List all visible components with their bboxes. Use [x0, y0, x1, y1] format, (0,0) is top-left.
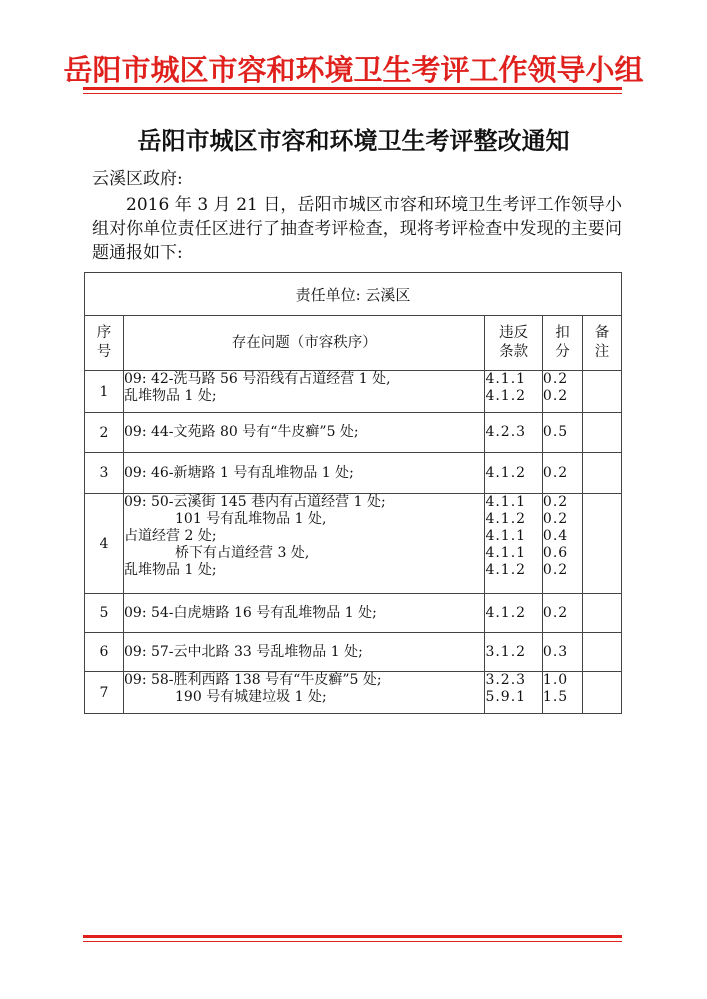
deduction-value: 0.2: [542, 511, 569, 527]
header-code-line2: 条款: [499, 344, 529, 360]
salutation: 云溪区政府:: [92, 169, 183, 189]
code-value: 4.1.1: [485, 528, 527, 544]
deduction-value: 1.0: [542, 672, 569, 688]
issue-line: 09: 58-胜利西路 138 号有“牛皮癣”5 处;: [124, 672, 382, 688]
header-note-line1: 备: [594, 325, 610, 341]
header-issue: 存在问题（市容秩序）: [124, 316, 485, 371]
deduction-value: 0.2: [542, 371, 569, 387]
row-deductions: [542, 633, 582, 672]
row-codes: [485, 371, 542, 413]
footer-rule-thick: [83, 935, 622, 938]
row-issue: [124, 413, 485, 453]
row-no: 5: [85, 594, 124, 633]
row-note: [582, 453, 621, 494]
code-value: 4.1.1: [485, 371, 527, 387]
header-no-line2: 号: [96, 344, 112, 360]
table-header-row: [85, 316, 622, 371]
row-issue: [124, 633, 485, 672]
deduction-value: 0.5: [542, 424, 569, 440]
document-title: 岳阳市城区市容和环境卫生考评整改通知: [137, 126, 570, 155]
row-no: 2: [85, 413, 124, 453]
unit-row: [85, 273, 622, 316]
row-deductions: [542, 494, 582, 594]
issue-line: 乱堆物品 1 处;: [124, 388, 217, 404]
deduction-value: 0.2: [542, 562, 569, 578]
issue-line: 09: 42-洗马路 56 号沿线有占道经营 1 处,: [124, 371, 391, 387]
deduction-value: 0.2: [542, 604, 569, 621]
letterhead-rule-thin: [83, 93, 622, 94]
header-deduction: [542, 316, 582, 371]
issue-line: 桥下有占道经营 3 处,: [175, 545, 310, 561]
row-issue: [124, 594, 485, 633]
header-no: [85, 316, 124, 371]
code-value: 4.1.2: [485, 388, 527, 404]
code-value: 4.1.2: [485, 604, 527, 621]
table-row: [85, 633, 622, 672]
issue-line: 101 号有乱堆物品 1 处,: [175, 511, 327, 527]
code-value: 3.1.2: [485, 643, 527, 660]
row-issue: [124, 494, 485, 594]
row-codes: [485, 594, 542, 633]
issues-table: [84, 272, 622, 714]
code-value: 4.1.2: [485, 464, 527, 481]
row-note: [582, 494, 621, 594]
code-value: 3.2.3: [485, 672, 527, 688]
issue-line: 09: 44-文苑路 80 号有“牛皮癣”5 处;: [124, 424, 359, 440]
row-codes: [485, 633, 542, 672]
row-no: 7: [85, 672, 124, 714]
row-codes: [485, 453, 542, 494]
header-code-line1: 违反: [499, 325, 529, 341]
row-deductions: [542, 371, 582, 413]
header-note-line2: 注: [594, 344, 610, 360]
footer-rule-thin: [83, 941, 622, 942]
row-issue: [124, 672, 485, 714]
deduction-value: 0.6: [542, 545, 569, 561]
row-no: 4: [85, 494, 124, 594]
body-paragraph: 2016 年 3 月 21 日，岳阳市城区市容和环境卫生考评工作领导小组对你单位责任区进行了抽查考评检查，现将考评检查中发现的主要问题通报如下:: [92, 195, 622, 263]
deduction-value: 0.2: [542, 464, 569, 481]
code-value: 4.1.1: [485, 545, 527, 561]
row-no: 1: [85, 371, 124, 413]
code-value: 4.1.2: [485, 562, 527, 578]
deduction-value: 0.2: [542, 494, 569, 510]
row-issue: [124, 371, 485, 413]
table-row: [85, 371, 622, 413]
row-deductions: [542, 672, 582, 714]
row-deductions: [542, 453, 582, 494]
row-deductions: [542, 594, 582, 633]
table-row: [85, 494, 622, 594]
row-note: [582, 672, 621, 714]
row-issue: [124, 453, 485, 494]
row-note: [582, 413, 621, 453]
table-row: [85, 453, 622, 494]
row-no: 6: [85, 633, 124, 672]
issue-line: 乱堆物品 1 处;: [124, 562, 217, 578]
code-value: 4.2.3: [485, 424, 527, 440]
issue-line: 09: 46-新塘路 1 号有乱堆物品 1 处;: [124, 464, 354, 481]
code-value: 4.1.2: [485, 511, 527, 527]
row-codes: [485, 413, 542, 453]
header-ded-line1: 扣: [555, 325, 570, 341]
table-row: [85, 594, 622, 633]
row-codes: [485, 672, 542, 714]
letterhead-title: 岳阳市城区市容和环境卫生考评工作领导小组: [63, 53, 644, 87]
row-note: [582, 633, 621, 672]
deduction-value: 0.2: [542, 388, 569, 404]
header-note: [582, 316, 621, 371]
table-row: [85, 413, 622, 453]
deduction-value: 1.5: [542, 689, 569, 705]
code-value: 5.9.1: [485, 689, 527, 705]
issue-line: 占道经营 2 处;: [124, 528, 217, 544]
header-no-line1: 序: [96, 325, 112, 341]
code-value: 4.1.1: [485, 494, 527, 510]
row-no: 3: [85, 453, 124, 494]
issue-line: 09: 54-白虎塘路 16 号有乱堆物品 1 处;: [124, 604, 377, 621]
header-code: [485, 316, 542, 371]
row-codes: [485, 494, 542, 594]
row-deductions: [542, 413, 582, 453]
row-note: [582, 594, 621, 633]
issue-line: 09: 57-云中北路 33 号乱堆物品 1 处;: [124, 643, 363, 660]
responsible-unit: 责任单位: 云溪区: [85, 273, 622, 316]
row-note: [582, 371, 621, 413]
issue-line: 09: 50-云溪街 145 巷内有占道经营 1 处;: [124, 494, 386, 510]
deduction-value: 0.3: [542, 643, 569, 660]
letterhead-rule-thick: [83, 87, 622, 90]
issue-line: 190 号有城建垃圾 1 处;: [175, 689, 327, 705]
table-row: [85, 672, 622, 714]
header-ded-line2: 分: [555, 344, 570, 360]
deduction-value: 0.4: [542, 528, 569, 544]
